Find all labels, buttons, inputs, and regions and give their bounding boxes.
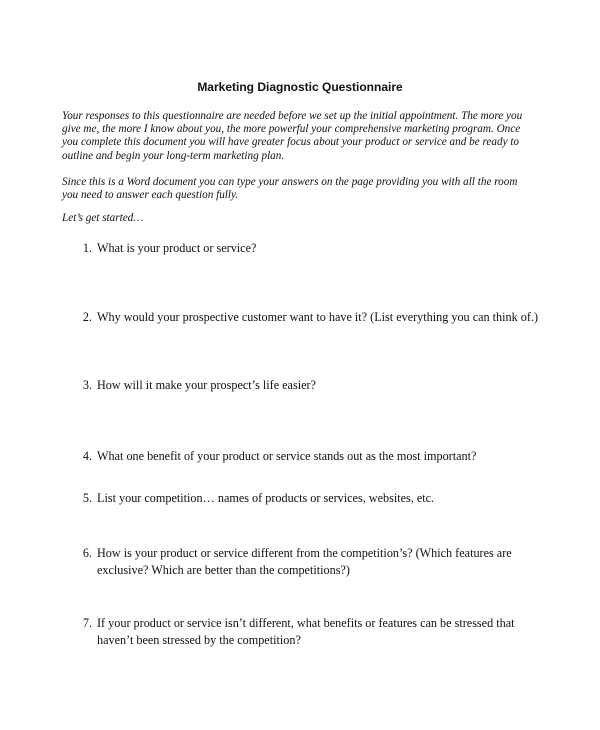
question-number: 6. [82, 546, 92, 560]
question-text: What one benefit of your product or service stands out as the most important? [97, 449, 477, 463]
question-number: 7. [82, 616, 92, 630]
question-5 [78, 490, 538, 507]
question-text: What is your product or service? [97, 241, 257, 255]
question-number: 5. [82, 491, 92, 505]
question-6 [78, 545, 538, 578]
question-text: How is your product or service different from the competition’s? (Which features are exclusive? Which are better than the competitions?) [97, 546, 512, 577]
intro-paragraph-1: Your responses to this questionnaire are needed before we set up the initial appointment. The more you give me, the more I know about you, the more powerful your comprehensive marketing program. Once you complete this document you will have greater focus about your product or service and be ready to outline and begin your long-term marketing plan. [62, 110, 523, 162]
question-number: 3. [82, 378, 92, 392]
question-2 [78, 309, 538, 326]
question-text: If your product or service isn’t different, what benefits or features can be stressed that haven’t been stressed by the competition? [97, 616, 515, 647]
question-number: 2. [82, 310, 92, 324]
question-3 [78, 377, 538, 394]
question-number: 4. [82, 449, 92, 463]
intro-paragraph-2: Since this is a Word document you can type your answers on the page providing you with all the room you need to answer each question fully. [62, 176, 518, 202]
question-number: 1. [82, 241, 92, 255]
document-title: Marketing Diagnostic Questionnaire [197, 80, 403, 94]
lets-get-started-text: Let’s get started… [62, 212, 144, 224]
question-7 [78, 615, 538, 648]
question-text: List your competition… names of products or services, websites, etc. [97, 491, 435, 505]
question-1 [78, 240, 538, 257]
question-4 [78, 448, 538, 465]
question-text: Why would your prospective customer want to have it? (List everything you can think of.) [97, 310, 539, 324]
question-text: How will it make your prospect’s life easier? [97, 378, 316, 392]
